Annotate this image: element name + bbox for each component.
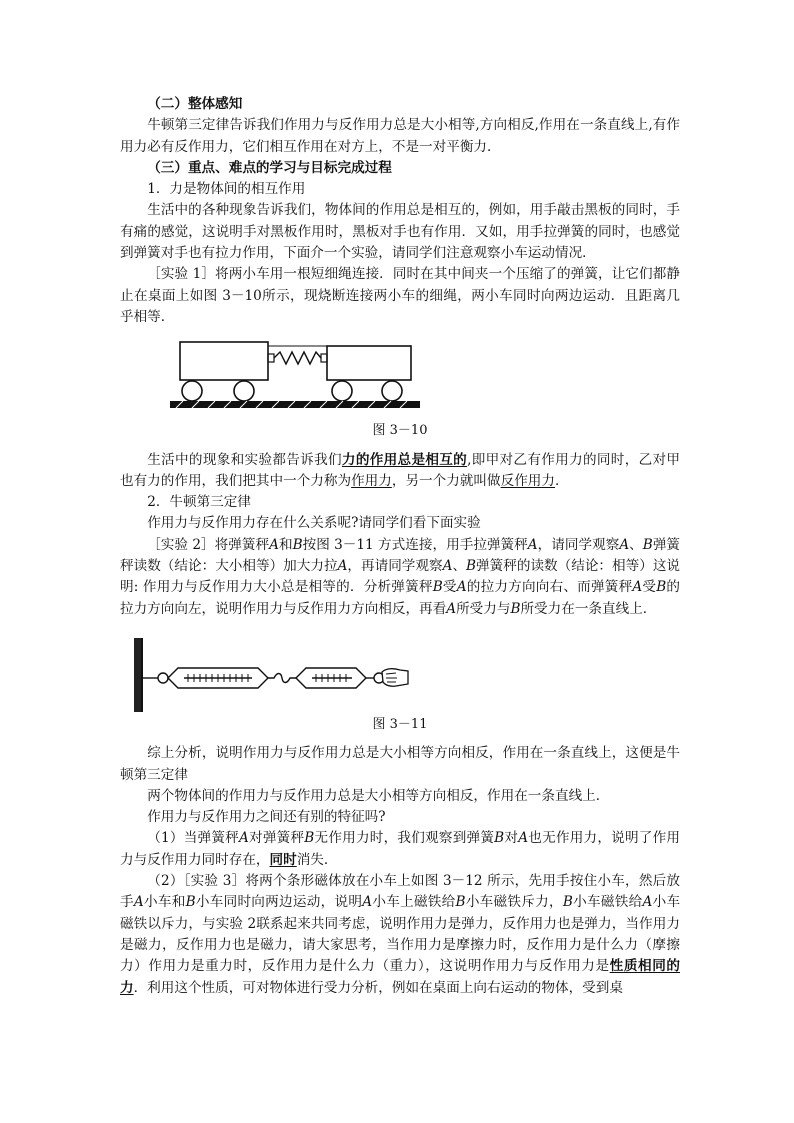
paragraph-interaction-conclusion: 生活中的现象和实验都告诉我们力的作用总是相互的,即甲对乙有作用力的同时，乙对甲也有力的作用，我们把其中一个力称为作用力，另一个力就叫做反作用力． — [120, 451, 681, 489]
figure-3-10-caption: 图 3－10 — [372, 423, 428, 439]
document-page — [120, 94, 680, 999]
highlight-same-nature: 性质相同的力 — [120, 958, 681, 996]
intro-paragraph: 牛顿第三定律告诉我们作用力与反作用力总是大小相等,方向相反,作用在一条直线上,有作用力必有反作用力，它们相互作用在对方上，不是一对平衡力． — [120, 117, 680, 155]
feature-item-2: （2）［实验 3］将两个条形磁体放在小车上如图 3－12 所示，先用手按住小车，然后放手A小车和B小车同时向两边运动，说明A小车上磁铁给B小车磁铁斥力，B小车磁铁给A小车磁铁以斥力，与实验 2联系起来共同考虑，说明作用力是弹力，反作用力也是弹力，当作用力是磁力，反作用力也是磁力，请大家思考，当作用力是摩擦力时，反作用力是什么力（摩擦力）作用力是重力时，反作用力是什么力（重力），这说明作用力与反作用力是性质相同的力．利用这个性质，可对物体进行受力分析，例如在桌面上向右运动的物体，受到桌 — [120, 873, 681, 996]
hand-icon — [382, 669, 408, 687]
term-reaction-force: 反作用力 — [500, 472, 555, 489]
term-action-force: 作用力 — [351, 472, 392, 489]
paragraph-daily-phenomena: 生活中的各种现象告诉我们，物体间的作用总是相互的，例如，用手敲击黑板的同时，手有痛的感觉，这说明手对黑板作用时，黑板对手也有作用．又如，用手拉弹簧的同时，也感觉到弹簧对手也有拉力作用，下面介一个实验，请同学们注意观察小车运动情况． — [120, 202, 680, 262]
experiment-2: ［实验 2］将弹簧秤A和B按图 3－11 方式连接，用手拉弹簧秤A，请同学观察A、B弹簧秤读数（结论：大小相等）加大力拉A，再请同学观察A、B弹簧秤的读数（结论：相等）这说明: 作用力与反作用力大小总是相等的．分析弹簧秤B受A的拉力方向向右、而弹簧秤A受B的拉力方向向左，说明作用力与反作用力方向相反，再看A所受力与B所受力在一条直线上． — [120, 536, 681, 617]
figure-spring-scales — [134, 638, 414, 712]
heading-overall: （二）整体感知 — [147, 96, 243, 112]
experiment-1: ［实验 1］将两小车用一根短细绳连接．同时在其中间夹一个压缩了的弹簧，让它们都静止在桌面上如图 3－10所示，现烧断连接两小车的细绳，两小车同时向两边运动．且距离几乎相等． — [120, 266, 680, 325]
heading-key-points: （三）重点、难点的学习与目标完成过程 — [147, 159, 392, 176]
subheading-newton-third-law: 2．牛顿第三定律 — [147, 494, 251, 511]
subheading-interaction: 1．力是物体间的相互作用 — [147, 181, 306, 198]
figure-3-11-caption: 图 3－11 — [372, 716, 428, 732]
feature-item-1: （1）当弹簧秤A对弹簧秤B无作用力时，我们观察到弹簧B对A也无作用力，说明了作用力与反作用力同时存在，同时消失． — [120, 830, 681, 868]
highlight-mutual: 力的作用总是相互的 — [341, 451, 468, 468]
paragraph-question: 作用力与反作用力存在什么关系呢?请同学们看下面实验 — [147, 515, 481, 532]
summary-analysis: 综上分析，说明作用力与反作用力总是大小相等方向相反，作用在一条直线上，这便是牛顿第三定律 — [120, 745, 680, 783]
figure-carts-spring — [170, 340, 420, 418]
other-features-question: 作用力与反作用力之间还有别的特征吗? — [147, 809, 386, 826]
law-statement: 两个物体间的作用力与反作用力总是大小相等方向相反，作用在一条直线上． — [147, 787, 610, 804]
highlight-simultaneous: 同时 — [269, 851, 297, 868]
